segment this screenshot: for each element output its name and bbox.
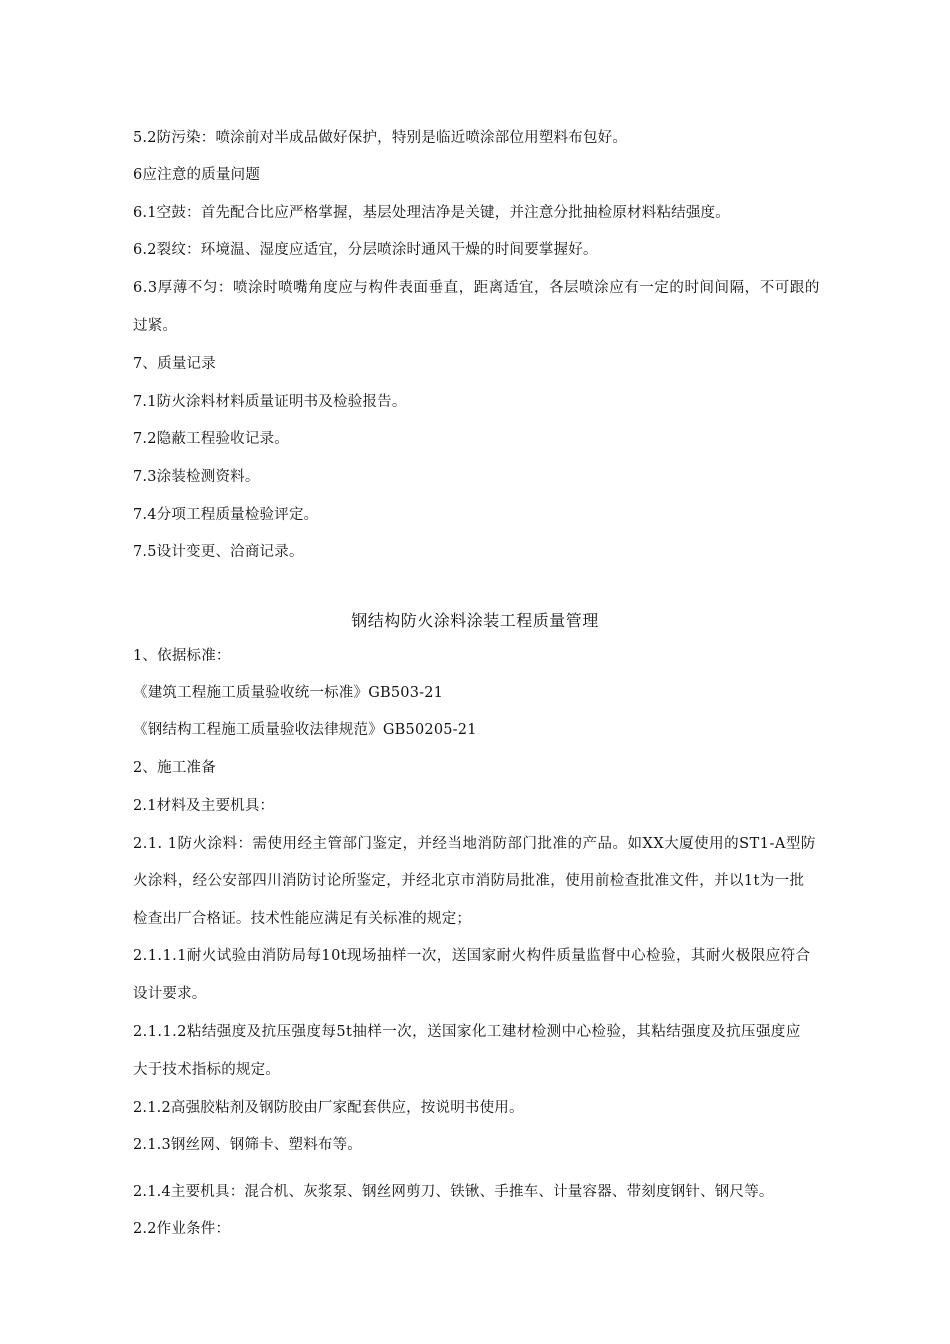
paragraph-2-1: 2.1材料及主要机具： [133,798,275,814]
paragraph-2-1-1: 2.1. 1防火涂料：需使用经主管部门鉴定，并经当地消防部门批准的产品。如XX大厦使用的ST1-A型防 [133,836,816,852]
paragraph-2-1-1-cont-2: 检查出厂合格证。技术性能应满足有关标准的规定； [133,911,472,927]
paragraph-6-3-cont: 过紧。 [133,318,178,334]
paragraph-6-2: 6.2裂纹：环境温、湿度应适宜，分层喷涂时通风干燥的时间要掌握好。 [133,242,598,258]
paragraph-7-5: 7.5设计变更、洽商记录。 [133,544,304,560]
standard-1: 《建筑工程施工质量验收统一标准》GB503-21 [133,685,444,701]
paragraph-6-3: 6.3厚薄不匀：喷涂时喷嘴角度应与构件表面垂直，距离适宜，各层喷涂应有一定的时间间隔，不可跟的 [133,280,820,296]
paragraph-7-4: 7.4分项工程质量检验评定。 [133,507,319,523]
paragraph-5-2: 5.2防污染：喷涂前对半成品做好保护，特别是临近喷涂部位用塑料布包好。 [133,130,628,146]
paragraph-2-1-1-2-cont: 大于技术指标的规定。 [133,1062,280,1078]
paragraph-2-1-2: 2.1.2高强胶粘剂及钢防胶由厂家配套供应，按说明书使用。 [133,1100,524,1116]
paragraph-7-3: 7.3涂装检测资料。 [133,469,260,485]
paragraph-2-1-3: 2.1.3钢丝网、钢筛卡、塑料布等。 [133,1137,362,1153]
paragraph-2-2: 2.2作业条件： [133,1221,231,1237]
paragraph-2-1-1-1-cont: 设计要求。 [133,986,207,1002]
section-title: 钢结构防火涂料涂装工程质量管理 [351,611,599,630]
paragraph-6-1: 6.1空鼓：首先配合比应严格掌握，基层处理洁净是关键，并注意分批抽检原材料粘结强度。 [133,205,730,221]
paragraph-2-1-4: 2.1.4主要机具：混合机、灰浆泵、钢丝网剪刀、铁锹、手推车、计量容器、带刻度钢针、钢尺等。 [133,1184,774,1200]
standard-2: 《钢结构工程施工质量验收法律规范》GB50205-21 [133,722,477,738]
paragraph-2-1-1-1: 2.1.1.1耐火试验由消防局每10t现场抽样一次，送国家耐火构件质量监督中心检验，其耐火极限应符合 [133,948,811,964]
heading-6: 6应注意的质量问题 [133,167,261,183]
paragraph-2-1-1-2: 2.1.1.2粘结强度及抗压强度每5t抽样一次，送国家化工建材检测中心检验，其粘结强度及抗压强度应 [133,1024,801,1040]
paragraph-7-2: 7.2隐蔽工程验收记录。 [133,431,289,447]
paragraph-2-1-1-cont-1: 火涂料，经公安部四川消防讨论所鉴定，并经北京市消防局批准，使用前检查批准文件，并以1t为一批 [133,873,805,889]
heading-1: 1、依据标准： [133,648,231,664]
heading-7: 7、质量记录 [133,356,216,372]
heading-2: 2、施工准备 [133,760,216,776]
paragraph-7-1: 7.1防火涂料材料质量证明书及检验报告。 [133,394,407,410]
